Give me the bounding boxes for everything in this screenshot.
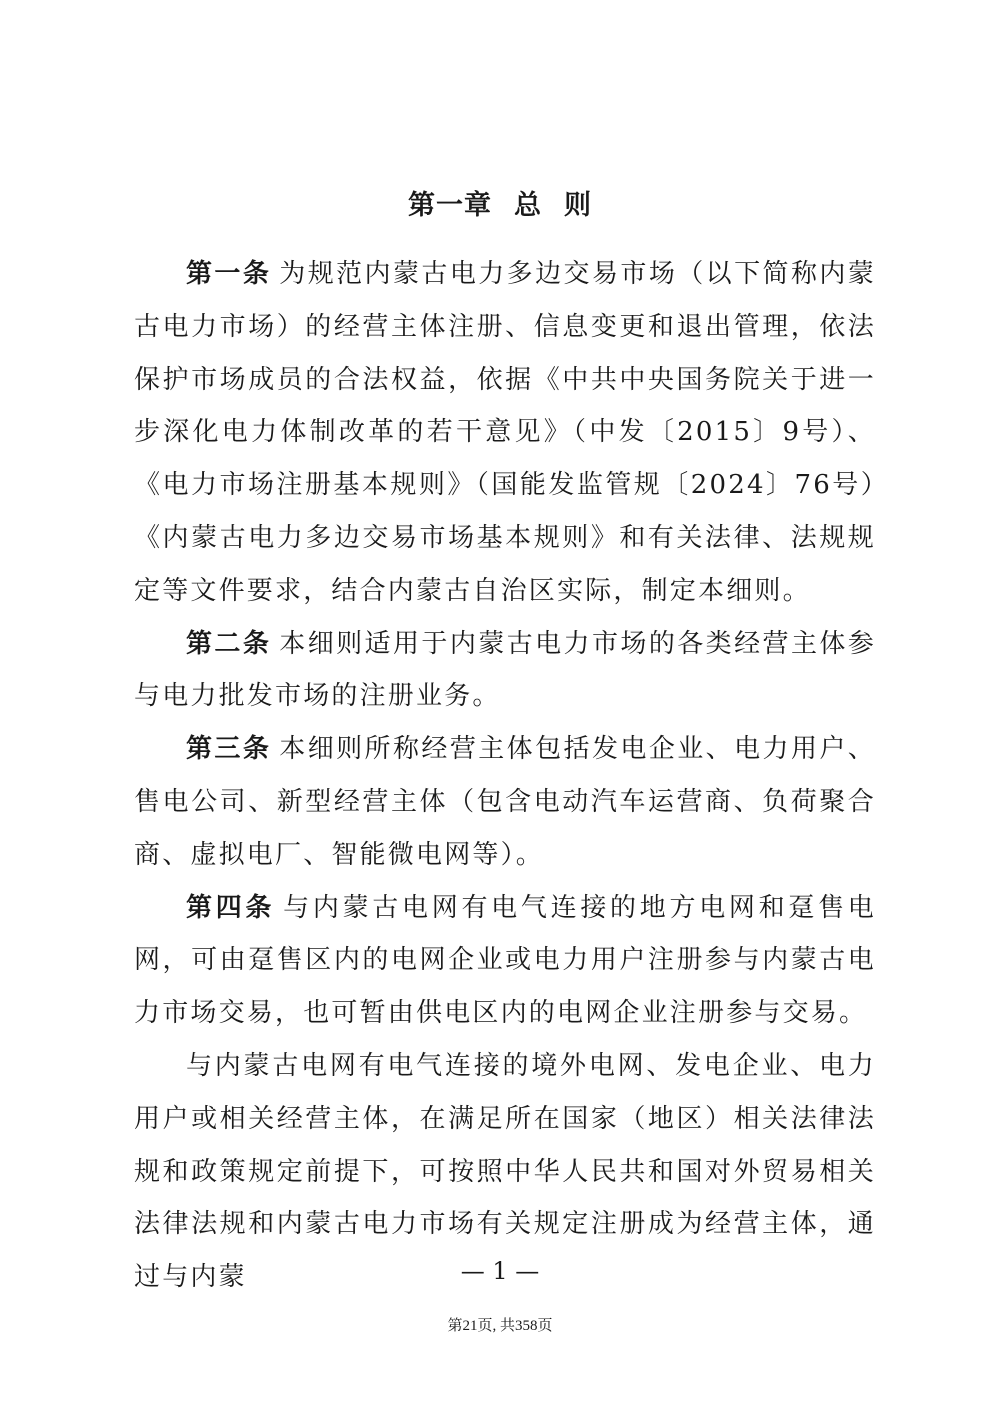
chapter-number: 第一章: [408, 190, 492, 221]
page-count-footer: 第21页, 共358页: [447, 1318, 553, 1334]
article-2-label: 第二条: [186, 628, 272, 659]
article-1-paragraph: [134, 248, 876, 618]
article-4-paragraph: [134, 882, 876, 1040]
article-2-paragraph: [134, 618, 876, 724]
article-4-text: 与内蒙古电网有电气连接的地方电网和趸售电网，可由趸售区内的电网企业或电力用户注册参与内蒙古电力市场交易，也可暂由供电区内的电网企业注册参与交易。: [134, 892, 876, 1029]
chapter-title: [0, 184, 1000, 228]
article-3-text: 本细则所称经营主体包括发电企业、电力用户、售电公司、新型经营主体（包含电动汽车运营商、负荷聚合商、虚拟电厂、智能微电网等）。: [134, 734, 876, 870]
page-number: — 1 —: [460, 1257, 540, 1285]
article-1-text: 为规范内蒙古电力多边交易市场（以下简称内蒙古电力市场）的经营主体注册、信息变更和退出管理，依法保护市场成员的合法权益，依据《中共中央国务院关于进一步深化电力体制改革的若干意见》（中发〔2015〕9号）、《电力市场注册基本规则》（国能发监管规〔2024〕76号）《内蒙古电力多边交易市场基本规则》和有关法律、法规规定等文件要求，结合内蒙古自治区实际，制定本细则。: [134, 259, 876, 606]
chapter-title-char-1: 总: [514, 190, 542, 221]
article-1-label: 第一条: [186, 259, 272, 289]
article-4-label: 第四条: [186, 892, 276, 923]
article-3-paragraph: [134, 723, 876, 881]
article-3-label: 第三条: [186, 734, 272, 765]
article-2-text: 本细则适用于内蒙古电力市场的各类经营主体参与电力批发市场的注册业务。: [134, 628, 876, 712]
document-body: [134, 248, 876, 1304]
article-4-continuation-text: 与内蒙古电网有电气连接的境外电网、发电企业、电力用户或相关经营主体，在满足所在国家（地区）相关法律法规和政策规定前提下，可按照中华人民共和国对外贸易相关法律法规和内蒙古电力市场有关规定注册成为经营主体，通过与内蒙: [134, 1050, 876, 1293]
chapter-title-char-2: 则: [564, 190, 592, 221]
